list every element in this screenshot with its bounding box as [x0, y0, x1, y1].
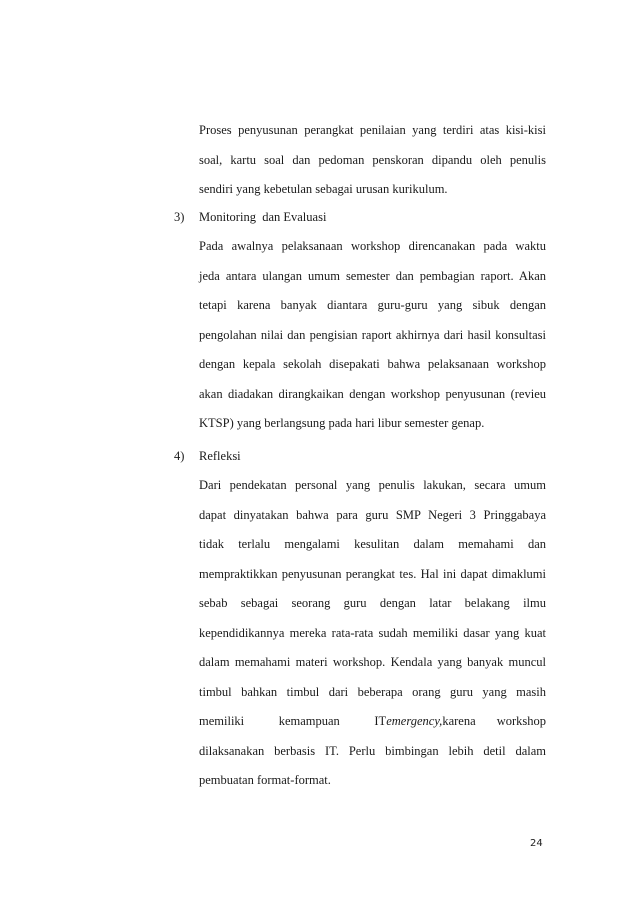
paragraph-line: Pada awalnya pelaksanaan workshop direncanakan pada waktu [199, 239, 546, 253]
word: memiliki [199, 714, 245, 728]
paragraph-line: KTSP) yang berlangsung pada hari libur semester genap. [199, 416, 485, 430]
section-number: 3) [174, 210, 185, 224]
word: kemampuan [278, 714, 340, 728]
page-number: 24 [530, 838, 543, 849]
paragraph-line: pengolahan nilai dan pengisian raport akhirnya dari hasil konsultasi [199, 327, 546, 342]
text-run [442, 707, 546, 737]
intro-paragraph [199, 116, 546, 205]
paragraph-line: sendiri yang kebetulan sebagai urusan kurikulum. [199, 182, 448, 196]
section-3-heading [174, 207, 326, 227]
word: workshop [496, 714, 546, 728]
paragraph-line: dilaksanakan berbasis IT. Perlu bimbingan lebih detil dalam [199, 743, 546, 758]
paragraph-line: dengan kepala sekolah disepakati bahwa pelaksanaan workshop [199, 357, 546, 371]
section-3-body [199, 232, 546, 439]
paragraph-line: Dari pendekatan personal yang penulis lakukan, secara umum [199, 478, 546, 492]
paragraph-line: dapat dinyatakan bahwa para guru SMP Negeri 3 Pringgabaya [199, 507, 546, 522]
word: IT [374, 714, 387, 728]
section-title: Refleksi [199, 449, 241, 463]
paragraph-line: timbul bahkan timbul dari beberapa orang guru yang masih [199, 684, 546, 699]
paragraph-line: Proses penyusunan perangkat penilaian yang terdiri atas kisi-kisi [199, 123, 546, 137]
text-run [199, 707, 386, 737]
paragraph-line: sebab sebagai seorang guru dengan latar belakang ilmu [199, 596, 546, 610]
paragraph-line: kependidikannya mereka rata-rata sudah memiliki dasar yang kuat [199, 625, 546, 640]
section-title: Monitoring dan Evaluasi [199, 210, 327, 224]
paragraph-line: pembuatan format-format. [199, 773, 331, 787]
paragraph-line: soal, kartu soal dan pedoman penskoran dipandu oleh penulis [199, 152, 546, 167]
paragraph-line: tidak terlalu mengalami kesulitan dalam memahami dan [199, 537, 546, 551]
paragraph-line-italic [199, 707, 546, 737]
paragraph-line: akan diadakan dirangkaikan dengan workshop penyusunan (revieu [199, 386, 546, 401]
paragraph-line: jeda antara ulangan umum semester dan pembagian raport. Akan [199, 268, 546, 283]
section-4-heading [174, 446, 241, 466]
paragraph-line: mempraktikkan penyusunan perangkat tes. Hal ini dapat dimaklumi [199, 566, 546, 581]
paragraph-line: tetapi karena banyak diantara guru-guru yang sibuk dengan [199, 298, 546, 312]
italic-term: emergency, [386, 714, 443, 728]
word: karena [442, 714, 476, 728]
section-number: 4) [174, 449, 185, 463]
section-4-body [199, 471, 546, 796]
paragraph-line: dalam memahami materi workshop. Kendala yang banyak muncul [199, 655, 546, 669]
